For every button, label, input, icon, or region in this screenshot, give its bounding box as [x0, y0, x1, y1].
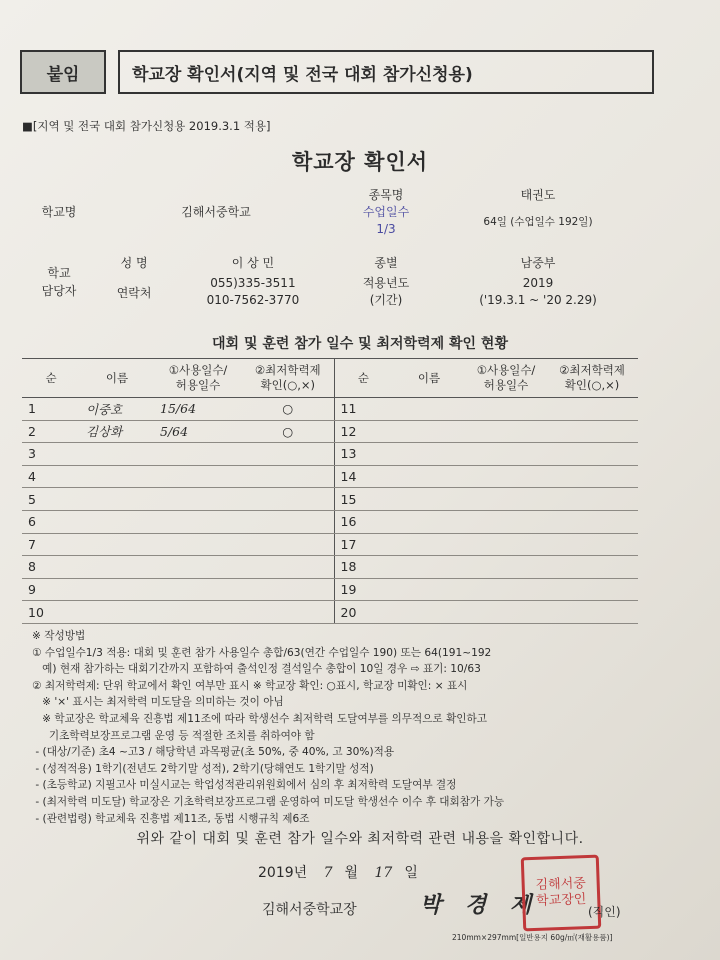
row-name-2: [392, 465, 466, 488]
row-no-2: 16: [334, 510, 392, 533]
table-row: [22, 420, 638, 443]
instruction-line: 기초학력보장프로그램 운영 등 적절한 조치를 취하여야 함: [32, 729, 315, 742]
row-name: [80, 533, 154, 556]
col-header-days: ①사용일수/ 허용일수: [154, 359, 242, 398]
table-row: [22, 488, 638, 511]
row-days: 5/64: [154, 420, 242, 443]
row-name: [80, 556, 154, 579]
table-row: [22, 601, 638, 624]
page-title: 학교장 확인서: [291, 150, 429, 174]
handwritten-signature: 박 경 제: [420, 892, 540, 918]
row-check-2: [546, 556, 638, 579]
table-header-row: [22, 359, 638, 398]
col-header-no-2: 순: [334, 359, 392, 398]
name-cell: [96, 252, 336, 272]
phone-2: 010-7562-3770: [206, 293, 300, 307]
row-check: [242, 510, 334, 533]
table-row: [22, 510, 638, 533]
instruction-line: ① 수업일수1/3 적용: 대회 및 훈련 참가 사용일수 총합/63(연간 수업일수 190) 또는 64(191~192: [32, 646, 492, 659]
period-value: ('19.3.1 ~ '20 2.29): [479, 293, 597, 307]
paper-size-note: 210mm×297mm[일반용지 60g/㎡(재활용품)]: [452, 933, 613, 942]
school-info-table: [22, 184, 640, 312]
header-title: 학교장 확인서(지역 및 전국 대회 참가신청용): [118, 50, 654, 94]
row-days: [154, 578, 242, 601]
row-no-2: 15: [334, 488, 392, 511]
row-no-2: 11: [334, 398, 392, 421]
school-label: 학교명: [41, 204, 77, 219]
attachment-tag: 붙임: [20, 50, 106, 94]
official-seal: 김해서중 학교장인: [521, 855, 602, 932]
instruction-line: 예) 현재 참가하는 대회기간까지 포함하여 출석인정 결석일수 총합이 10일 경우 ⇨ 표기: 10/63: [32, 663, 481, 676]
row-name: [80, 601, 154, 624]
row-check-2: [546, 465, 638, 488]
confirmation-text: 위와 같이 대회 및 훈련 참가 일수와 최저학력 관련 내용을 확인합니다.: [136, 831, 584, 847]
row-check-2: [546, 578, 638, 601]
row-days-2: [466, 488, 546, 511]
row-check: [242, 488, 334, 511]
row-name: [80, 510, 154, 533]
row-no: 5: [22, 488, 80, 511]
instruction-line: - (최저학력 미도달) 학교장은 기초학력보장프로그램 운영하여 미도달 학생선수 이수 후 대회참가 가능: [32, 795, 505, 808]
col-header-check: ②최저학력제 확인(○,×): [242, 359, 334, 398]
row-name: 이중호: [80, 398, 154, 421]
instruction-line: ※ 학교장은 학교체육 진흥법 제11조에 따라 학생선수 최저학력 도달여부를 의무적으로 확인하고: [32, 712, 488, 725]
confirmation-date: [258, 862, 418, 882]
row-name-2: [392, 510, 466, 533]
row-no-2: 14: [334, 465, 392, 488]
row-name-2: [392, 556, 466, 579]
table-row: [22, 556, 638, 579]
row-no-2: 17: [334, 533, 392, 556]
row-check: [242, 578, 334, 601]
participation-table: [22, 358, 638, 624]
table-row: [22, 398, 638, 421]
school-name: 김해서중학교: [181, 204, 251, 219]
contact-label: 연락처: [116, 285, 152, 300]
row-no: 9: [22, 578, 80, 601]
row-name-2: [392, 398, 466, 421]
instructions: [32, 628, 682, 827]
instruction-line: - (성적적용) 1학기(전년도 2학기말 성적), 2학기(당해연도 1학기말 성적): [32, 762, 374, 775]
row-check-2: [546, 420, 638, 443]
row-days: [154, 601, 242, 624]
row-no-2: 13: [334, 443, 392, 466]
col-header-days-2: ①사용일수/ 허용일수: [466, 359, 546, 398]
date-month-unit: 월: [344, 865, 359, 881]
col-header-name-2: 이름: [392, 359, 466, 398]
row-check: [242, 556, 334, 579]
year-label: 적용년도: [362, 276, 410, 290]
table-row: [22, 533, 638, 556]
row-days-2: [466, 601, 546, 624]
row-name: [80, 578, 154, 601]
row-check-2: [546, 488, 638, 511]
row-check: [242, 533, 334, 556]
year-label-cell: [336, 272, 436, 312]
row-check-2: [546, 533, 638, 556]
col-header-check-2: ②최저학력제 확인(○,×): [546, 359, 638, 398]
division-value: 남중부: [520, 255, 556, 270]
row-name-2: [392, 601, 466, 624]
table-row: [22, 443, 638, 466]
row-no-2: 12: [334, 420, 392, 443]
year-value-cell: [436, 272, 640, 312]
row-days: [154, 465, 242, 488]
year-value: 2019: [522, 276, 554, 290]
contact-cell: [96, 272, 336, 312]
row-days-2: [466, 443, 546, 466]
table-row: [22, 578, 638, 601]
division-label: 종별: [374, 255, 398, 270]
row-no: 1: [22, 398, 80, 421]
row-check-2: [546, 398, 638, 421]
row-no-2: 20: [334, 601, 392, 624]
instruction-line: - (초등학교) 지필고사 미실시교는 학업성적관리위원회에서 심의 후 최저학력 도달여부 결정: [32, 779, 457, 792]
date-day-unit: 일: [404, 865, 418, 881]
instruction-line: ※ '×' 표시는 최저학력 미도달을 의미하는 것이 아님: [32, 696, 284, 709]
seal-position-label: (직인): [588, 905, 621, 919]
row-days: [154, 443, 242, 466]
event-label: 종목명: [368, 187, 404, 202]
row-check: [242, 443, 334, 466]
row-no-2: 18: [334, 556, 392, 579]
date-year: 2019년: [258, 865, 308, 881]
section-title: 대회 및 훈련 참가 일수 및 최저학력제 확인 현황: [212, 336, 508, 352]
row-days-2: [466, 533, 546, 556]
row-days: [154, 510, 242, 533]
school-days-cell: [336, 204, 436, 238]
table-row: [22, 465, 638, 488]
row-days: [154, 556, 242, 579]
row-days-2: [466, 556, 546, 579]
event-value: 태권도: [520, 187, 556, 202]
row-name: [80, 465, 154, 488]
instruction-line: ② 최저학력제: 단위 학교에서 확인 여부만 표시 ※ 학교장 확인: ○표시, 학교장 미확인: × 표시: [32, 679, 468, 692]
instruction-line: - (관련법령) 학교체육 진흥법 제11조, 동법 시행규칙 제6조: [32, 812, 310, 825]
row-check-2: [546, 510, 638, 533]
row-days-2: [466, 578, 546, 601]
row-days: [154, 488, 242, 511]
row-name-2: [392, 578, 466, 601]
row-name: [80, 443, 154, 466]
date-day: 17: [374, 865, 393, 881]
school-days-ratio: 1/3: [376, 222, 396, 236]
school-days-value: 64일 (수업일수 192일): [483, 215, 593, 228]
period-label: (기간): [369, 293, 403, 307]
row-name-2: [392, 488, 466, 511]
row-name-2: [392, 420, 466, 443]
row-days-2: [466, 398, 546, 421]
row-no: 10: [22, 601, 80, 624]
col-header-name: 이름: [80, 359, 154, 398]
row-name: [80, 488, 154, 511]
row-days-2: [466, 510, 546, 533]
staff-label: 학교 담당자: [41, 266, 77, 298]
applicability-note: ■[지역 및 전국 대회 참가신청용 2019.3.1 적용]: [22, 119, 271, 133]
row-no: 4: [22, 465, 80, 488]
row-days-2: [466, 420, 546, 443]
row-check-2: [546, 443, 638, 466]
row-no: 3: [22, 443, 80, 466]
instruction-line: ※ 작성방법: [32, 630, 86, 642]
instruction-line: - (대상/기준) 초4 ~고3 / 해당학년 과목평균(초 50%, 중 40%, 고 30%)적용: [32, 746, 395, 759]
row-name-2: [392, 533, 466, 556]
row-days: 15/64: [154, 398, 242, 421]
row-no-2: 19: [334, 578, 392, 601]
row-check: [242, 465, 334, 488]
row-no: 6: [22, 510, 80, 533]
col-header-no: 순: [22, 359, 80, 398]
row-no: 2: [22, 420, 80, 443]
row-check: [242, 601, 334, 624]
principal-title: 김해서중학교장: [262, 902, 357, 918]
row-days: [154, 533, 242, 556]
row-check: ○: [242, 398, 334, 421]
phone-1: 055)335-3511: [210, 276, 296, 290]
row-check: ○: [242, 420, 334, 443]
date-month: 7: [323, 865, 333, 881]
row-days-2: [466, 465, 546, 488]
row-no: 7: [22, 533, 80, 556]
school-days-label: 수업일수: [362, 205, 410, 219]
row-check-2: [546, 601, 638, 624]
row-name-2: [392, 443, 466, 466]
row-name: 김상화: [80, 420, 154, 443]
name-value: 이 상 민: [231, 255, 275, 270]
name-label: 성 명: [120, 255, 148, 270]
row-no: 8: [22, 556, 80, 579]
